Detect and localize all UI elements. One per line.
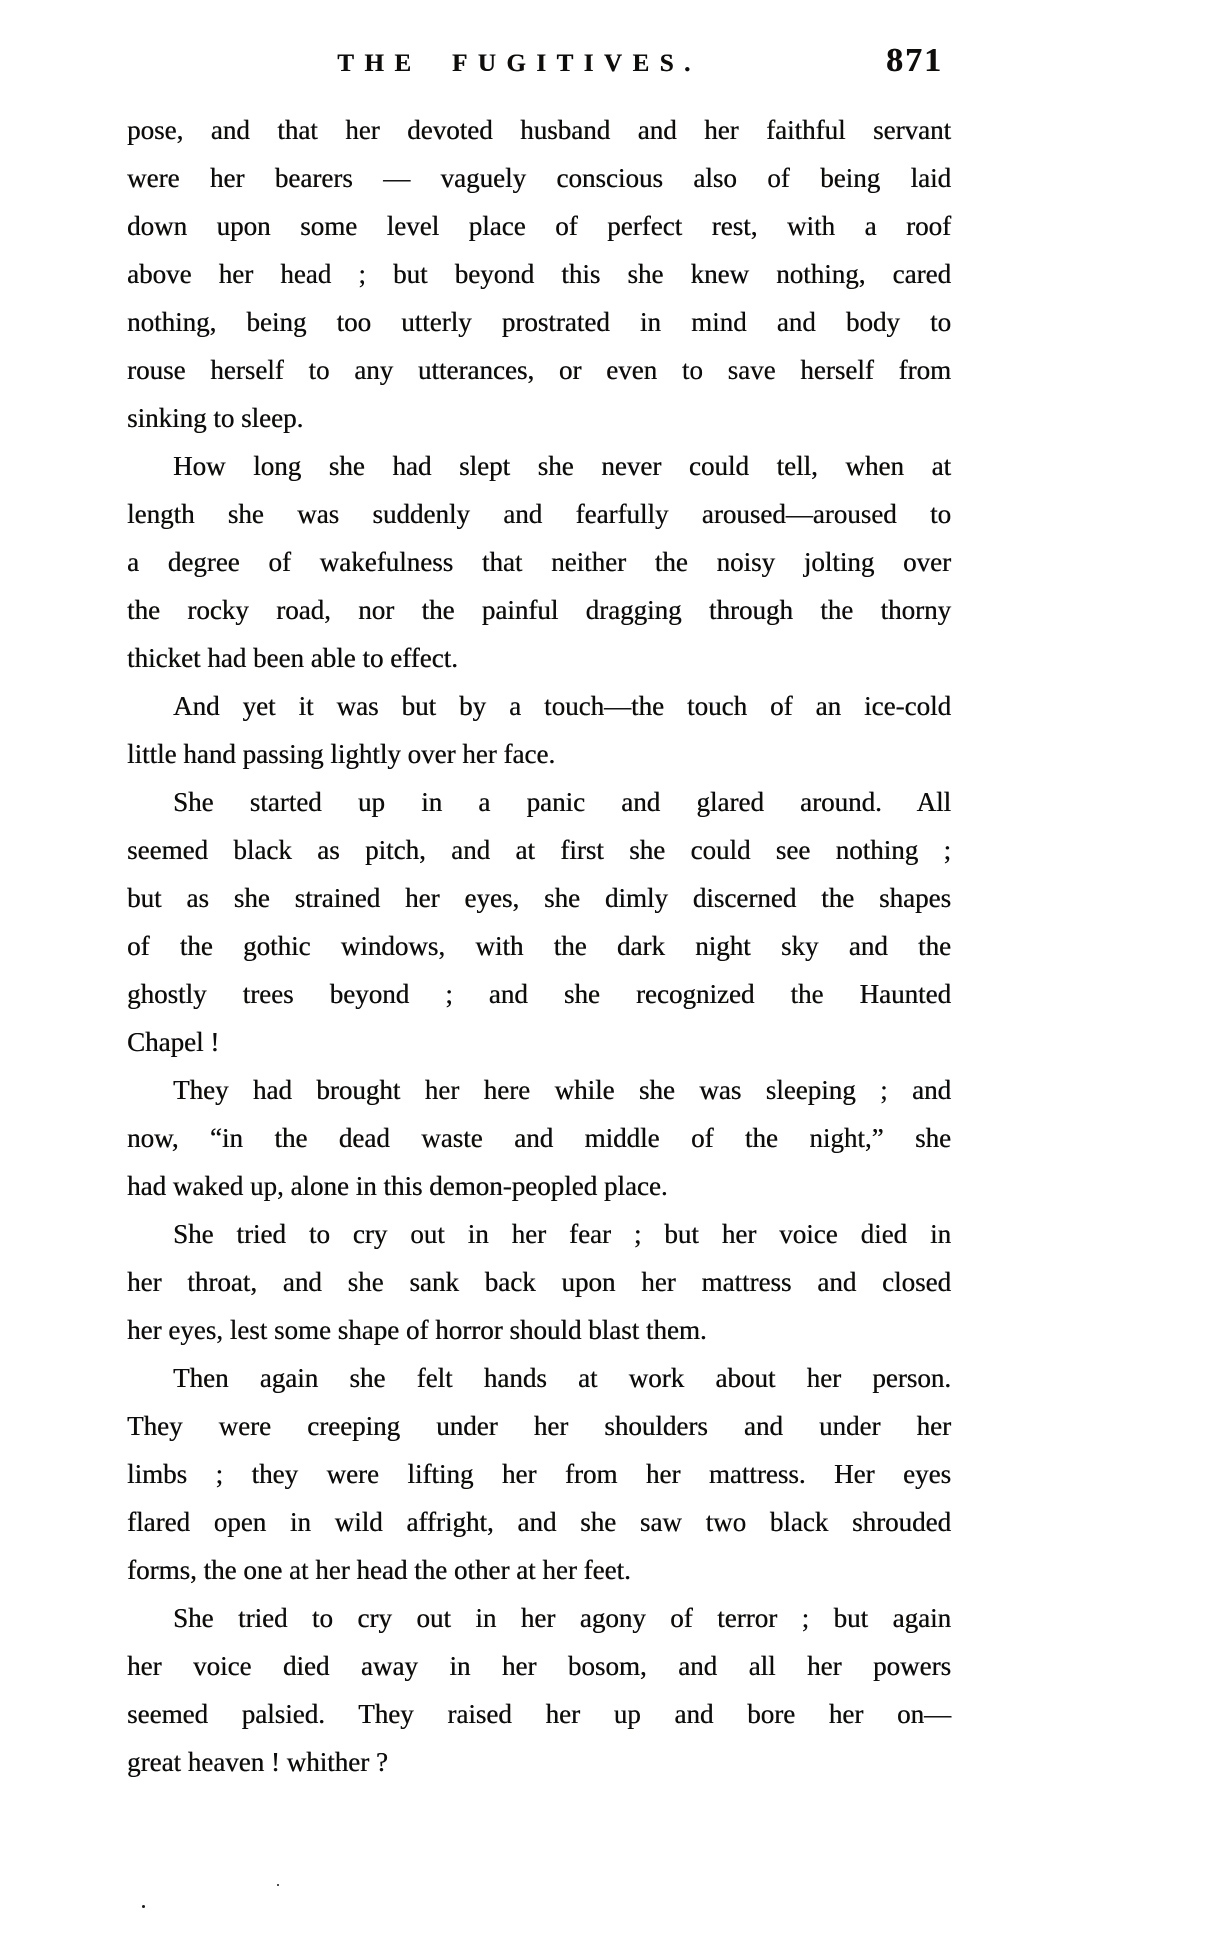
text-line: her eyes, lest some shape of horror should blast them. xyxy=(127,1315,707,1345)
text-line: her voice died away in her bosom, and all her powers xyxy=(127,1651,951,1681)
text-line: flared open in wild affright, and she saw two black shrouded xyxy=(127,1507,951,1537)
running-title: THE FUGITIVES. xyxy=(337,50,701,77)
text-line: now, “in the dead waste and middle of the night,” she xyxy=(127,1123,951,1153)
scan-speck xyxy=(277,1884,279,1886)
text-line: Chapel ! xyxy=(127,1027,220,1057)
paragraph xyxy=(127,442,951,682)
text-line: They were creeping under her shoulders and under her xyxy=(127,1411,951,1441)
text-line: limbs ; they were lifting her from her mattress. Her eyes xyxy=(127,1459,951,1489)
paragraph xyxy=(127,778,951,1066)
text-line: She tried to cry out in her fear ; but her voice died in xyxy=(173,1219,951,1249)
text-line: sinking to sleep. xyxy=(127,403,304,433)
text-line: length she was suddenly and fearfully aroused—aroused to xyxy=(127,499,951,529)
paragraph xyxy=(127,1354,951,1594)
text-line: They had brought her here while she was sleeping ; and xyxy=(173,1075,951,1105)
text-line: above her head ; but beyond this she knew nothing, cared xyxy=(127,259,951,289)
text-line: She tried to cry out in her agony of terror ; but again xyxy=(173,1603,951,1633)
text-line: She started up in a panic and glared around. All xyxy=(173,787,951,817)
page-text xyxy=(127,106,951,1786)
text-line: And yet it was but by a touch—the touch of an ice-cold xyxy=(173,691,951,721)
text-line: thicket had been able to effect. xyxy=(127,643,458,673)
text-line: rouse herself to any utterances, or even to save herself from xyxy=(127,355,951,385)
scan-speck xyxy=(142,1905,145,1908)
page-number: 871 xyxy=(886,42,943,79)
text-line: her throat, and she sank back upon her mattress and closed xyxy=(127,1267,951,1297)
text-line: nothing, being too utterly prostrated in mind and body to xyxy=(127,307,951,337)
text-line: great heaven ! whither ? xyxy=(127,1747,388,1777)
page-header xyxy=(127,44,951,88)
text-line: ghostly trees beyond ; and she recognized the Haunted xyxy=(127,979,951,1009)
text-line: had waked up, alone in this demon-peopled place. xyxy=(127,1171,668,1201)
text-line: down upon some level place of perfect rest, with a roof xyxy=(127,211,951,241)
paragraph xyxy=(127,106,951,442)
text-line: forms, the one at her head the other at her feet. xyxy=(127,1555,631,1585)
text-line: a degree of wakefulness that neither the noisy jolting over xyxy=(127,547,951,577)
paragraph xyxy=(127,1594,951,1786)
paragraph xyxy=(127,1066,951,1210)
text-line: were her bearers — vaguely conscious also of being laid xyxy=(127,163,951,193)
text-line: Then again she felt hands at work about her person. xyxy=(173,1363,951,1393)
text-line: seemed black as pitch, and at first she could see nothing ; xyxy=(127,835,951,865)
paragraph xyxy=(127,1210,951,1354)
text-line: pose, and that her devoted husband and her faithful servant xyxy=(127,115,951,145)
text-line: of the gothic windows, with the dark night sky and the xyxy=(127,931,951,961)
text-line: seemed palsied. They raised her up and bore her on— xyxy=(127,1699,951,1729)
text-line: little hand passing lightly over her face. xyxy=(127,739,556,769)
text-line: but as she strained her eyes, she dimly discerned the shapes xyxy=(127,883,951,913)
text-line: How long she had slept she never could tell, when at xyxy=(173,451,951,481)
paragraph xyxy=(127,682,951,778)
text-line: the rocky road, nor the painful dragging through the thorny xyxy=(127,595,951,625)
